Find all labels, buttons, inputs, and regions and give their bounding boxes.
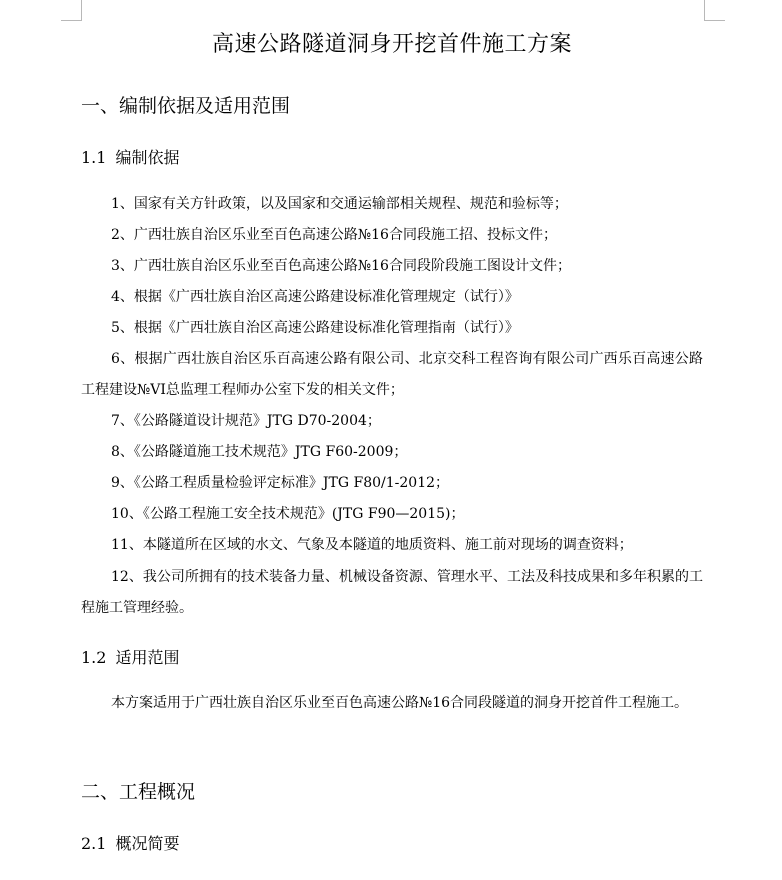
section-1-1-number: 1.1 [81, 148, 107, 167]
basis-item-2: 2、广西壮族自治区乐业至百色高速公路№16合同段施工招、投标文件； [111, 227, 557, 243]
basis-item-6: 6、根据广西壮族自治区乐百高速公路有限公司、北京交科工程咨询有限公司广西乐百高速公路工程建设№VI总监理工程师办公室下发的相关文件； [81, 351, 703, 398]
basis-item-9: 9、《公路工程质量检验评定标准》JTG F80/1-2012； [111, 475, 450, 491]
basis-item-4: 4、根据《广西壮族自治区高速公路建设标准化管理规定（试行）》 [111, 289, 519, 305]
basis-item-3: 3、广西壮族自治区乐业至百色高速公路№16合同段阶段施工图设计文件； [111, 258, 571, 274]
section-1-2-heading [81, 646, 179, 670]
section-1-2-number: 1.2 [81, 648, 107, 667]
basis-item-7: 7、《公路隧道设计规范》JTG D70-2004； [111, 413, 381, 429]
basis-item-10: 10、《公路工程施工安全技术规范》(JTG F90—2015)； [111, 506, 465, 522]
scope-paragraph: 本方案适用于广西壮族自治区乐业至百色高速公路№16合同段隧道的洞身开挖首件工程施工。 [111, 695, 689, 711]
basis-item-5: 5、根据《广西壮族自治区高速公路建设标准化管理指南（试行）》 [111, 320, 519, 336]
section-1-heading: 一、编制依据及适用范围 [81, 95, 291, 117]
section-2-1-number: 2.1 [81, 834, 107, 853]
basis-item-8: 8、《公路隧道施工技术规范》JTG F60-2009； [111, 444, 408, 460]
section-1-1-title: 编制依据 [115, 148, 180, 167]
section-2-heading: 二、工程概况 [81, 781, 196, 803]
section-2-1-heading [81, 832, 179, 856]
document-title: 高速公路隧道洞身开挖首件施工方案 [211, 32, 572, 57]
basis-item-11: 11、本隧道所在区域的水文、气象及本隧道的地质资料、施工前对现场的调查资料； [111, 537, 633, 553]
crop-mark-top-left [61, 0, 82, 21]
section-1-1-heading [81, 146, 179, 170]
basis-item-12: 12、我公司所拥有的技术装备力量、机械设备资源、管理水平、工法及科技成果和多年积累的工程施工管理经验。 [81, 569, 703, 616]
basis-item-1: 1、国家有关方针政策，以及国家和交通运输部相关规程、规范和验标等； [111, 196, 568, 212]
section-2-1-title: 概况简要 [115, 834, 180, 853]
crop-mark-top-right [704, 0, 725, 21]
section-1-2-title: 适用范围 [115, 648, 180, 667]
